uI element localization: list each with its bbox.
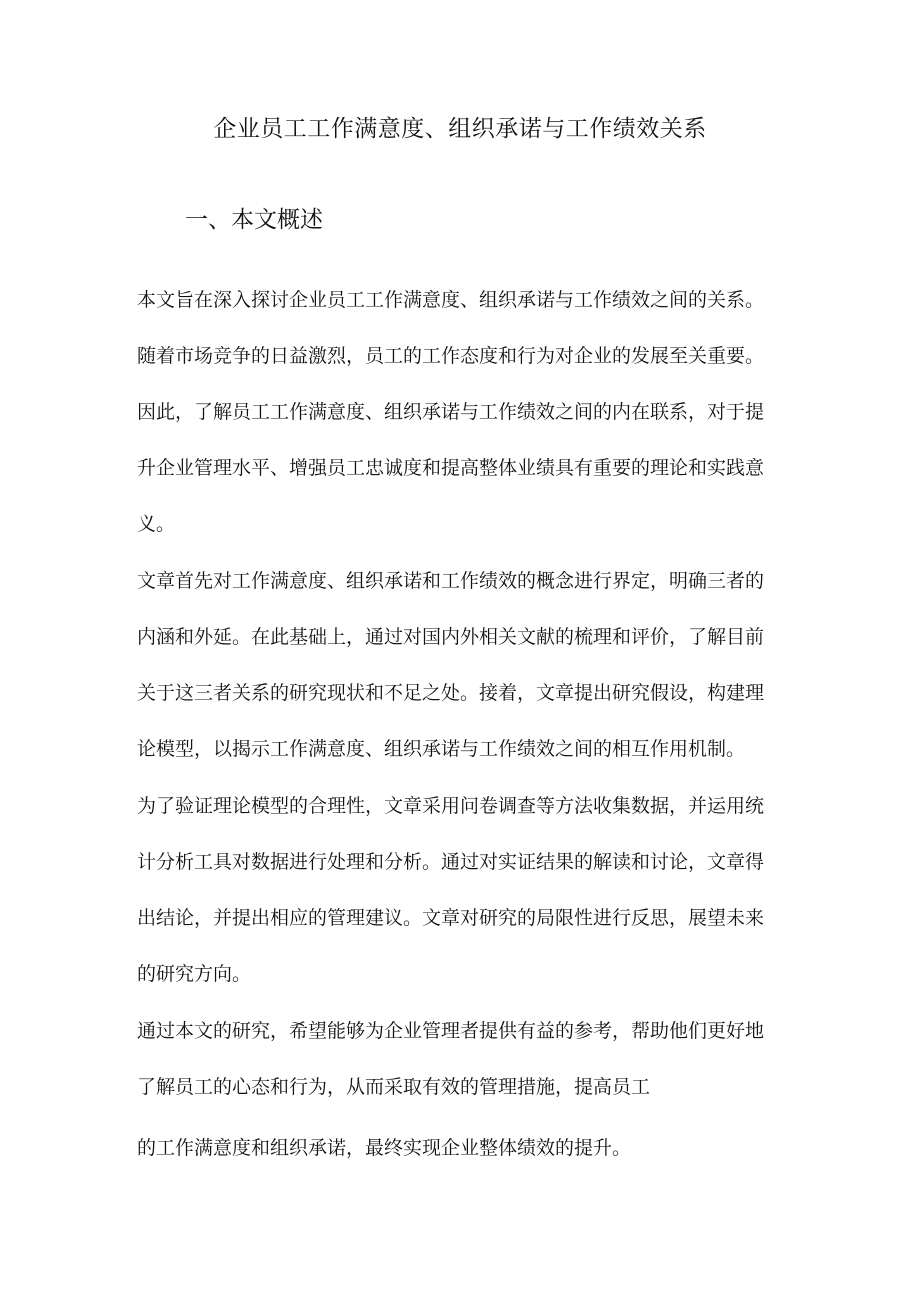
paragraph-2-line-1: 文章首先对工作满意度、组织承诺和工作绩效的概念进行界定，明确三者的 bbox=[137, 570, 765, 592]
paragraph-1-line-5: 义。 bbox=[137, 513, 176, 535]
paragraph-3-line-4: 的研究方向。 bbox=[137, 963, 252, 985]
paragraph-1-line-4: 升企业管理水平、增强员工忠诚度和提高整体业绩具有重要的理论和实践意 bbox=[137, 457, 765, 479]
paragraph-1-line-2: 随着市场竞争的日益激烈，员工的工作态度和行为对企业的发展至关重要。 bbox=[137, 345, 765, 367]
section-heading: 一、本文概述 bbox=[185, 207, 323, 233]
paragraph-4-line-1: 通过本文的研究，希望能够为企业管理者提供有益的参考，帮助他们更好地 bbox=[137, 1020, 765, 1042]
paragraph-2-line-2: 内涵和外延。在此基础上，通过对国内外相关文献的梳理和评价，了解目前 bbox=[137, 626, 765, 648]
document-title: 企业员工工作满意度、组织承诺与工作绩效关系 bbox=[213, 116, 707, 142]
paragraph-3-line-1: 为了验证理论模型的合理性，文章采用问卷调查等方法收集数据，并运用统 bbox=[137, 795, 765, 817]
paragraph-2-line-3: 关于这三者关系的研究现状和不足之处。接着，文章提出研究假设，构建理 bbox=[137, 682, 765, 704]
paragraph-4-line-2: 了解员工的心态和行为，从而采取有效的管理措施，提高员工 bbox=[137, 1076, 651, 1098]
paragraph-2-line-4: 论模型，以揭示工作满意度、组织承诺与工作绩效之间的相互作用机制。 bbox=[137, 738, 746, 760]
paragraph-3-line-2: 计分析工具对数据进行处理和分析。通过对实证结果的解读和讨论，文章得 bbox=[137, 851, 765, 873]
paragraph-1-line-3: 因此，了解员工工作满意度、组织承诺与工作绩效之间的内在联系，对于提 bbox=[137, 401, 765, 423]
paragraph-3-line-3: 出结论，并提出相应的管理建议。文章对研究的局限性进行反思，展望未来 bbox=[137, 907, 765, 929]
paragraph-1-line-1: 本文旨在深入探讨企业员工工作满意度、组织承诺与工作绩效之间的关系。 bbox=[137, 289, 765, 311]
paragraph-4-line-3: 的工作满意度和组织承诺，最终实现企业整体绩效的提升。 bbox=[137, 1137, 632, 1159]
